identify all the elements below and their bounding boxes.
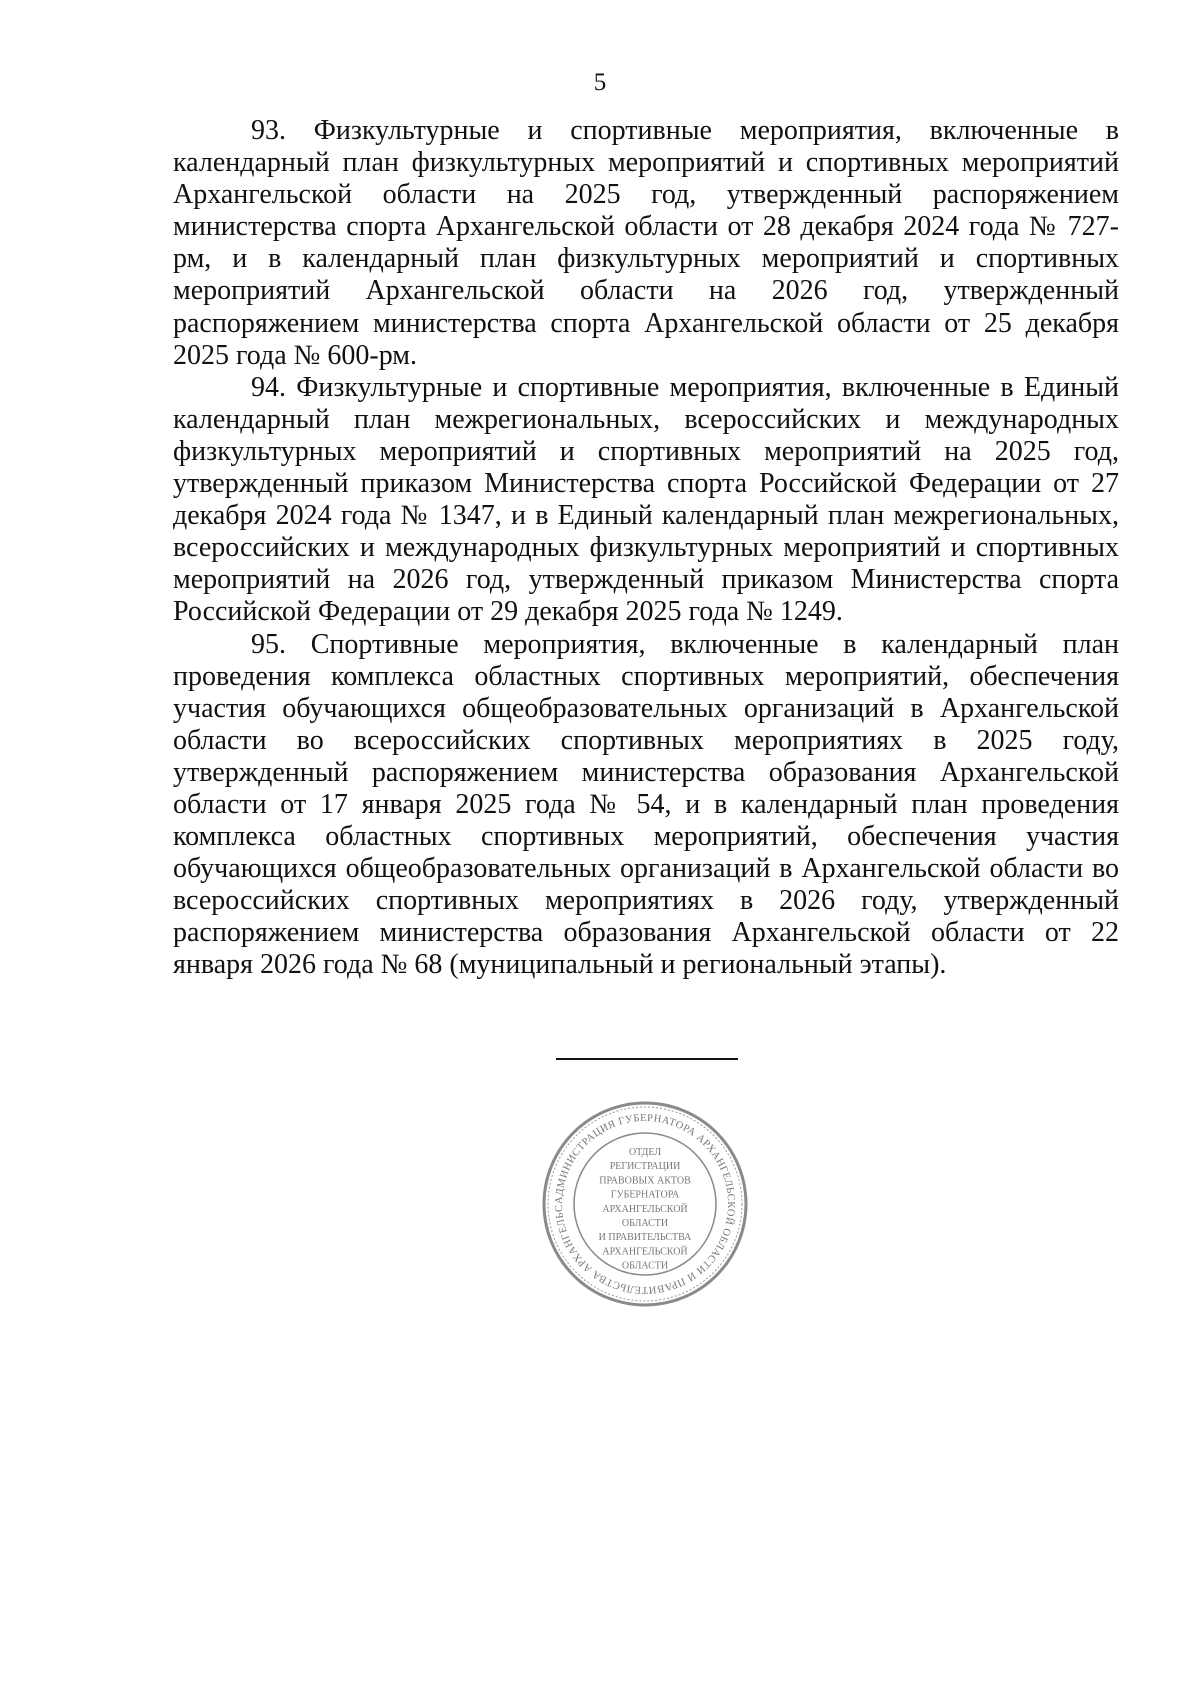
end-divider-line xyxy=(556,1058,738,1060)
seal-inner-line: ОБЛАСТИ xyxy=(621,1260,669,1272)
page-number: 5 xyxy=(593,69,607,96)
seal-inner-line: И ПРАВИТЕЛЬСТВА xyxy=(598,1232,692,1244)
paragraph-93 xyxy=(173,115,1119,372)
seal-stamp-icon xyxy=(542,1101,748,1307)
seal-inner-line: ОБЛАСТИ xyxy=(621,1218,669,1229)
seal-inner-line: АРХАНГЕЛЬСКОЙ xyxy=(602,1203,688,1215)
paragraph-94 xyxy=(173,372,1119,629)
seal-inner-line: РЕГИСТРАЦИИ xyxy=(609,1161,681,1173)
seal-inner-line: ПРАВОВЫХ АКТОВ xyxy=(599,1175,691,1187)
official-seal xyxy=(542,1101,748,1307)
paragraph-number: 93. xyxy=(251,115,286,146)
paragraph-number: 94. xyxy=(251,371,286,403)
seal-ring-text: АДМИНИСТРАЦИЯ ГУБЕРНАТОРА АРХАНГЕЛЬСКОЙ ОБЛАСТИ И ПРАВИТЕЛЬСТВА АРХАНГЕЛЬС xyxy=(553,1112,737,1296)
seal-inner-line: ОТДЕЛ xyxy=(628,1147,662,1158)
document-body xyxy=(173,115,1119,982)
paragraph-text: Спортивные мероприятия, включенные в календарный план проведения комплекса областных спортивных мероприятий, обеспечения участия обучающихся общеобразовательных организаций в Архангельской области во всероссийских спортивных мероприятиях в 2025 году, утвержденный распоряжением министерства образования Архангельской области от 17 января 2025 года № 54, и в календарный план проведения комплекса областных спортивных мероприятий, обеспечения участия обучающихся общеобразовательных организаций в Архангельской области во всероссийских спортивных мероприятиях в 2026 году, утвержденный распоряжением министерства образования Архангельской области от 22 января 2026 года № 68 (муниципальный и региональный этапы). xyxy=(173,628,1120,981)
paragraph-number: 95. xyxy=(251,628,286,660)
seal-inner-line: ГУБЕРНАТОРА xyxy=(610,1189,680,1201)
paragraph-text: Физкультурные и спортивные мероприятия, включенные в Единый календарный план межрегиональных, всероссийских и международных физкультурных мероприятий и спортивных мероприятий на 2025 год, утвержденный приказом Министерства спорта Российской Федерации от 27 декабря 2024 года № 1347, и в Единый календарный план межрегиональных, всероссийских и международных физкультурных мероприятий и спортивных мероприятий на 2026 год, утвержденный приказом Министерства спорта Российской Федерации от 29 декабря 2025 года № 1249. xyxy=(173,371,1120,628)
paragraph-text: Физкультурные и спортивные мероприятия, включенные в календарный план физкультурных мероприятий и спортивных мероприятий Архангельской области на 2025 год, утвержденный распоряжением министерства спорта Архангельской области от 28 декабря 2024 года № 727-рм, и в календарный план физкультурных мероприятий и спортивных мероприятий Архангельской области на 2026 год, утвержденный распоряжением министерства спорта Архангельской области от 25 декабря 2025 года № 600-рм. xyxy=(173,115,1120,371)
paragraph-95 xyxy=(173,629,1119,982)
seal-inner-text xyxy=(599,1147,693,1272)
seal-inner-line: АРХАНГЕЛЬСКОЙ xyxy=(602,1246,688,1258)
